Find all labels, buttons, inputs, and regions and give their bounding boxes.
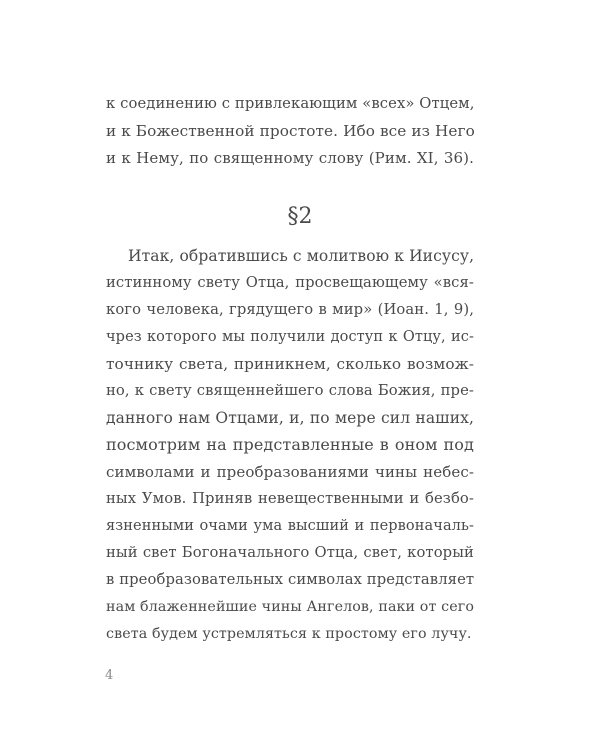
- text-line: чрез которого мы получили доступ к Отцу, ис-: [106, 329, 474, 345]
- text-line: нам блаженнейшие чины Ангелов, паки от сего: [106, 599, 474, 615]
- text-line: но, к свету священнейшего слова Божия, пре-: [106, 382, 474, 399]
- text-line: посмотрим на представленные в оном под: [106, 435, 474, 454]
- text-line: ных Умов. Приняв невещественными и безбо-: [106, 490, 474, 507]
- text-line: света будем устремляться к простому его лучу.: [106, 626, 472, 642]
- text-line: Итак, обратившись с молитвою к Иисусу,: [128, 247, 475, 265]
- text-line: данного нам Отцами, и, по мере сил наших,: [106, 409, 474, 427]
- text-line: точнику света, приникнем, сколько возмож-: [106, 355, 474, 373]
- text-line: в преобразовательных символах представляет: [106, 571, 475, 588]
- section-heading: §2: [287, 204, 313, 229]
- page-number: 4: [105, 668, 114, 683]
- text-line: язненными очами ума высший и первоначаль-: [106, 518, 474, 534]
- text-line: и к Божественной простоте. Ибо все из Него: [106, 122, 475, 140]
- text-line: к соединению с привлекающим «всех» Отцем,: [106, 95, 475, 112]
- text-line: и к Нему, по священному слову (Рим. XI, 36).: [106, 149, 474, 167]
- text-line: кого человека, грядущего в мир» (Иоан. 1, 9),: [106, 301, 474, 318]
- text-line: символами и преобразованиями чины небес-: [106, 463, 474, 481]
- text-line: ный свет Богоначального Отца, свет, который: [106, 544, 474, 561]
- text-line: истинному свету Отца, просвещающему «вся-: [106, 274, 474, 291]
